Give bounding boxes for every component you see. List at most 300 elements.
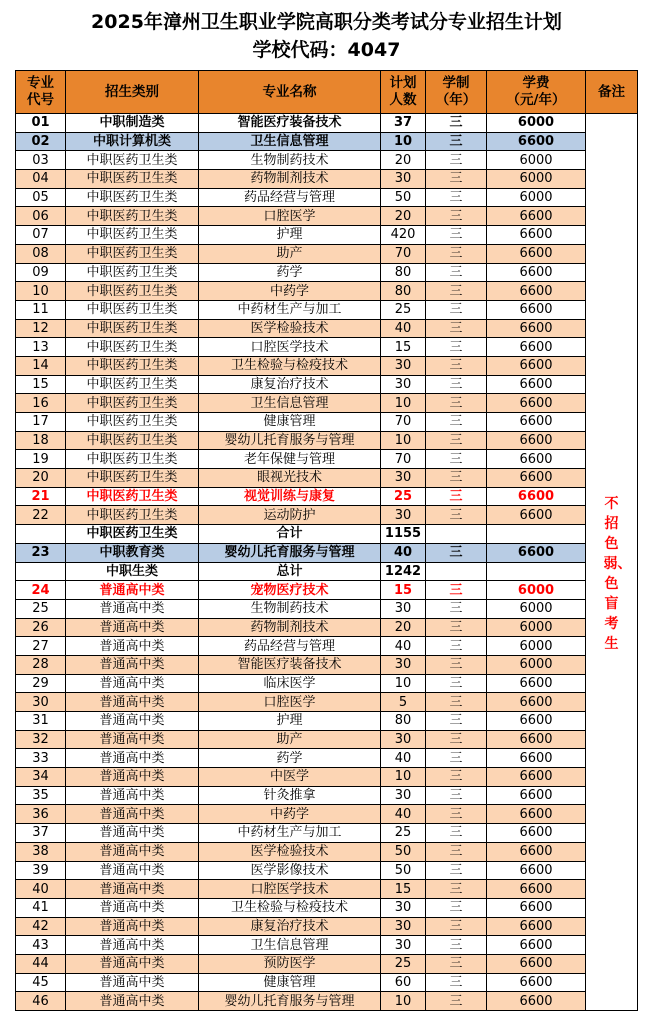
cell-years: 三 [426, 954, 487, 973]
cell-fee: 6000 [487, 637, 586, 656]
cell-code: 44 [16, 954, 66, 973]
table-row [16, 375, 638, 394]
table-row [16, 880, 638, 899]
header-remark: 备注 [586, 71, 638, 114]
cell-years: 三 [426, 356, 487, 375]
cell-category: 普通高中类 [66, 861, 199, 880]
cell-code: 09 [16, 263, 66, 282]
cell-plan: 1155 [381, 525, 426, 544]
cell-plan: 40 [381, 543, 426, 562]
cell-years [426, 525, 487, 544]
cell-fee: 6600 [487, 936, 586, 955]
table-row [16, 954, 638, 973]
cell-plan: 30 [381, 936, 426, 955]
cell-years: 三 [426, 244, 487, 263]
cell-fee: 6600 [487, 749, 586, 768]
cell-years: 三 [426, 674, 487, 693]
cell-category: 中职医药卫生类 [66, 263, 199, 282]
cell-major: 卫生信息管理 [199, 132, 381, 151]
cell-major: 卫生信息管理 [199, 394, 381, 413]
cell-major: 卫生检验与检疫技术 [199, 356, 381, 375]
cell-code: 19 [16, 450, 66, 469]
cell-fee: 6600 [487, 356, 586, 375]
cell-code: 15 [16, 375, 66, 394]
cell-years: 三 [426, 413, 487, 432]
cell-years: 三 [426, 151, 487, 170]
cell-major: 康复治疗技术 [199, 375, 381, 394]
table-row [16, 525, 638, 544]
cell-fee: 6600 [487, 712, 586, 731]
cell-category: 普通高中类 [66, 768, 199, 787]
cell-fee: 6000 [487, 655, 586, 674]
cell-plan: 50 [381, 188, 426, 207]
cell-years: 三 [426, 861, 487, 880]
table-row [16, 431, 638, 450]
table-row [16, 730, 638, 749]
cell-plan: 30 [381, 730, 426, 749]
cell-fee: 6600 [487, 263, 586, 282]
cell-years: 三 [426, 842, 487, 861]
cell-major: 口腔医学 [199, 207, 381, 226]
cell-major: 眼视光技术 [199, 469, 381, 488]
cell-plan: 1242 [381, 562, 426, 581]
cell-category: 普通高中类 [66, 674, 199, 693]
cell-years: 三 [426, 786, 487, 805]
table-row [16, 768, 638, 787]
school-code: 学校代码：4047 [252, 39, 401, 61]
cell-category: 中职医药卫生类 [66, 338, 199, 357]
cell-code: 42 [16, 917, 66, 936]
cell-category: 中职医药卫生类 [66, 226, 199, 245]
cell-major: 医学检验技术 [199, 319, 381, 338]
cell-category: 中职医药卫生类 [66, 375, 199, 394]
cell-code: 36 [16, 805, 66, 824]
cell-major: 智能医疗装备技术 [199, 655, 381, 674]
table-row [16, 207, 638, 226]
cell-code: 29 [16, 674, 66, 693]
cell-major: 视觉训练与康复 [199, 487, 381, 506]
cell-fee: 6000 [487, 170, 586, 189]
cell-plan: 30 [381, 469, 426, 488]
cell-years: 三 [426, 319, 487, 338]
cell-plan: 30 [381, 599, 426, 618]
cell-plan: 80 [381, 263, 426, 282]
cell-plan: 30 [381, 506, 426, 525]
cell-major: 中药材生产与加工 [199, 300, 381, 319]
cell-code: 10 [16, 282, 66, 301]
cell-fee: 6600 [487, 469, 586, 488]
cell-years: 三 [426, 226, 487, 245]
cell-years: 三 [426, 375, 487, 394]
cell-major: 医学影像技术 [199, 861, 381, 880]
cell-major: 药学 [199, 263, 381, 282]
table-row [16, 450, 638, 469]
cell-code: 01 [16, 114, 66, 133]
cell-category: 中职医药卫生类 [66, 207, 199, 226]
cell-major: 健康管理 [199, 413, 381, 432]
cell-major: 药物制剂技术 [199, 618, 381, 637]
cell-code: 43 [16, 936, 66, 955]
cell-code: 30 [16, 693, 66, 712]
cell-fee: 6600 [487, 768, 586, 787]
cell-major: 运动防护 [199, 506, 381, 525]
cell-plan: 50 [381, 861, 426, 880]
cell-plan: 80 [381, 712, 426, 731]
cell-category: 普通高中类 [66, 712, 199, 731]
cell-years: 三 [426, 487, 487, 506]
cell-code: 46 [16, 992, 66, 1011]
cell-years: 三 [426, 170, 487, 189]
cell-years: 三 [426, 712, 487, 731]
cell-code: 04 [16, 170, 66, 189]
cell-category: 中职医药卫生类 [66, 151, 199, 170]
cell-years: 三 [426, 188, 487, 207]
cell-fee: 6600 [487, 132, 586, 151]
cell-years: 三 [426, 655, 487, 674]
table-row [16, 599, 638, 618]
cell-code: 22 [16, 506, 66, 525]
cell-plan: 20 [381, 207, 426, 226]
cell-major: 药品经营与管理 [199, 637, 381, 656]
cell-fee: 6600 [487, 207, 586, 226]
cell-code: 28 [16, 655, 66, 674]
table-row [16, 637, 638, 656]
cell-code: 31 [16, 712, 66, 731]
cell-category: 普通高中类 [66, 936, 199, 955]
cell-fee: 6600 [487, 487, 586, 506]
cell-years [426, 562, 487, 581]
cell-category: 普通高中类 [66, 898, 199, 917]
cell-code: 39 [16, 861, 66, 880]
cell-category: 中职医药卫生类 [66, 282, 199, 301]
table-row [16, 581, 638, 600]
table-row [16, 674, 638, 693]
cell-major: 药物制剂技术 [199, 170, 381, 189]
cell-fee: 6600 [487, 842, 586, 861]
cell-plan: 50 [381, 842, 426, 861]
table-row [16, 842, 638, 861]
cell-fee: 6600 [487, 693, 586, 712]
cell-major: 口腔医学技术 [199, 338, 381, 357]
cell-years: 三 [426, 114, 487, 133]
cell-plan: 20 [381, 618, 426, 637]
cell-fee: 6000 [487, 618, 586, 637]
table-row [16, 394, 638, 413]
cell-plan: 15 [381, 880, 426, 899]
cell-fee: 6600 [487, 805, 586, 824]
cell-code: 26 [16, 618, 66, 637]
cell-years: 三 [426, 300, 487, 319]
cell-plan: 40 [381, 637, 426, 656]
cell-category: 中职医药卫生类 [66, 431, 199, 450]
table-row [16, 114, 638, 133]
cell-plan: 10 [381, 132, 426, 151]
enrollment-plan-table [15, 70, 638, 1011]
cell-fee: 6600 [487, 282, 586, 301]
cell-years: 三 [426, 599, 487, 618]
cell-major: 生物制药技术 [199, 151, 381, 170]
cell-major: 总计 [199, 562, 381, 581]
cell-fee: 6600 [487, 506, 586, 525]
cell-code: 37 [16, 824, 66, 843]
cell-major: 针灸推拿 [199, 786, 381, 805]
cell-major: 口腔医学技术 [199, 880, 381, 899]
cell-code: 16 [16, 394, 66, 413]
cell-fee: 6600 [487, 543, 586, 562]
cell-years: 三 [426, 693, 487, 712]
table-row [16, 824, 638, 843]
header-fee: 学费 （元/年） [487, 71, 586, 114]
cell-code [16, 562, 66, 581]
cell-category: 中职医药卫生类 [66, 413, 199, 432]
table-row [16, 506, 638, 525]
cell-category: 普通高中类 [66, 917, 199, 936]
cell-plan: 25 [381, 487, 426, 506]
cell-fee: 6600 [487, 917, 586, 936]
cell-plan: 10 [381, 768, 426, 787]
cell-category: 中职医药卫生类 [66, 506, 199, 525]
cell-category: 普通高中类 [66, 599, 199, 618]
cell-category: 中职制造类 [66, 114, 199, 133]
cell-fee: 6000 [487, 114, 586, 133]
cell-code: 25 [16, 599, 66, 618]
table-row [16, 936, 638, 955]
cell-major: 护理 [199, 226, 381, 245]
table-row [16, 413, 638, 432]
cell-category: 普通高中类 [66, 880, 199, 899]
cell-fee: 6600 [487, 898, 586, 917]
cell-category: 普通高中类 [66, 749, 199, 768]
table-row [16, 263, 638, 282]
cell-category: 中职医药卫生类 [66, 244, 199, 263]
cell-fee: 6600 [487, 226, 586, 245]
cell-years: 三 [426, 898, 487, 917]
cell-major: 临床医学 [199, 674, 381, 693]
cell-major: 卫生信息管理 [199, 936, 381, 955]
cell-years: 三 [426, 394, 487, 413]
cell-fee: 6600 [487, 244, 586, 263]
cell-code: 45 [16, 973, 66, 992]
cell-plan: 30 [381, 898, 426, 917]
table-row [16, 543, 638, 562]
cell-plan: 25 [381, 824, 426, 843]
cell-fee [487, 525, 586, 544]
table-row [16, 805, 638, 824]
cell-fee: 6600 [487, 954, 586, 973]
cell-code: 13 [16, 338, 66, 357]
cell-code: 23 [16, 543, 66, 562]
cell-code: 06 [16, 207, 66, 226]
cell-plan: 5 [381, 693, 426, 712]
cell-category: 普通高中类 [66, 655, 199, 674]
cell-category: 普通高中类 [66, 805, 199, 824]
cell-plan: 30 [381, 375, 426, 394]
cell-plan: 40 [381, 805, 426, 824]
table-row [16, 338, 638, 357]
cell-plan: 30 [381, 170, 426, 189]
cell-plan: 30 [381, 917, 426, 936]
cell-code [16, 525, 66, 544]
cell-code: 32 [16, 730, 66, 749]
cell-plan: 10 [381, 674, 426, 693]
cell-major: 婴幼儿托育服务与管理 [199, 431, 381, 450]
cell-major: 助产 [199, 730, 381, 749]
header-category: 招生类别 [66, 71, 199, 114]
cell-category: 中职医药卫生类 [66, 319, 199, 338]
cell-major: 健康管理 [199, 973, 381, 992]
cell-code: 02 [16, 132, 66, 151]
cell-major: 合计 [199, 525, 381, 544]
cell-category: 普通高中类 [66, 581, 199, 600]
cell-plan: 80 [381, 282, 426, 301]
cell-category: 中职教育类 [66, 543, 199, 562]
table-header-row [16, 71, 638, 114]
cell-code: 35 [16, 786, 66, 805]
cell-category: 中职医药卫生类 [66, 487, 199, 506]
table-row [16, 693, 638, 712]
table-row [16, 356, 638, 375]
cell-years: 三 [426, 282, 487, 301]
cell-years: 三 [426, 543, 487, 562]
cell-category: 中职医药卫生类 [66, 300, 199, 319]
cell-category: 普通高中类 [66, 730, 199, 749]
cell-years: 三 [426, 730, 487, 749]
cell-fee: 6000 [487, 151, 586, 170]
cell-major: 生物制药技术 [199, 599, 381, 618]
cell-years: 三 [426, 973, 487, 992]
cell-major: 宠物医疗技术 [199, 581, 381, 600]
cell-category: 普通高中类 [66, 618, 199, 637]
cell-fee: 6600 [487, 413, 586, 432]
cell-major: 卫生检验与检疫技术 [199, 898, 381, 917]
cell-fee: 6600 [487, 786, 586, 805]
table-row [16, 469, 638, 488]
cell-years: 三 [426, 880, 487, 899]
cell-years: 三 [426, 824, 487, 843]
cell-major: 预防医学 [199, 954, 381, 973]
cell-code: 11 [16, 300, 66, 319]
remark-cell [586, 114, 638, 1011]
cell-plan: 420 [381, 226, 426, 245]
table-row [16, 487, 638, 506]
cell-fee: 6000 [487, 188, 586, 207]
cell-fee: 6600 [487, 375, 586, 394]
cell-years: 三 [426, 469, 487, 488]
cell-fee: 6600 [487, 450, 586, 469]
table-row [16, 749, 638, 768]
cell-major: 药学 [199, 749, 381, 768]
table-row [16, 861, 638, 880]
cell-code: 27 [16, 637, 66, 656]
cell-years: 三 [426, 263, 487, 282]
cell-plan: 70 [381, 450, 426, 469]
cell-plan: 10 [381, 431, 426, 450]
cell-fee: 6600 [487, 824, 586, 843]
cell-fee: 6600 [487, 861, 586, 880]
cell-fee: 6600 [487, 730, 586, 749]
table-row [16, 300, 638, 319]
cell-plan: 30 [381, 356, 426, 375]
cell-fee: 6000 [487, 599, 586, 618]
cell-fee: 6600 [487, 973, 586, 992]
cell-category: 中职医药卫生类 [66, 188, 199, 207]
cell-fee: 6000 [487, 581, 586, 600]
cell-years: 三 [426, 450, 487, 469]
cell-years: 三 [426, 768, 487, 787]
cell-category: 普通高中类 [66, 693, 199, 712]
remark-text: 不招色弱、色盲考生 [603, 496, 632, 652]
cell-code: 17 [16, 413, 66, 432]
table-row [16, 282, 638, 301]
cell-years: 三 [426, 431, 487, 450]
cell-years: 三 [426, 749, 487, 768]
cell-code: 34 [16, 768, 66, 787]
header-major: 专业名称 [199, 71, 381, 114]
cell-code: 05 [16, 188, 66, 207]
cell-plan: 10 [381, 992, 426, 1011]
cell-plan: 60 [381, 973, 426, 992]
cell-code: 08 [16, 244, 66, 263]
cell-fee: 6600 [487, 674, 586, 693]
cell-plan: 10 [381, 394, 426, 413]
cell-major: 护理 [199, 712, 381, 731]
header-code: 专业 代号 [16, 71, 66, 114]
cell-category: 中职医药卫生类 [66, 170, 199, 189]
cell-code: 38 [16, 842, 66, 861]
cell-code: 40 [16, 880, 66, 899]
table-row [16, 132, 638, 151]
cell-code: 03 [16, 151, 66, 170]
header-plan: 计划 人数 [381, 71, 426, 114]
cell-major: 中医学 [199, 768, 381, 787]
table-row [16, 319, 638, 338]
cell-category: 中职医药卫生类 [66, 525, 199, 544]
cell-fee: 6600 [487, 992, 586, 1011]
cell-fee: 6600 [487, 300, 586, 319]
cell-category: 中职医药卫生类 [66, 394, 199, 413]
cell-plan: 70 [381, 413, 426, 432]
page-title: 2025年漳州卫生职业学院高职分类考试分专业招生计划 [91, 11, 562, 33]
cell-years: 三 [426, 338, 487, 357]
cell-years: 三 [426, 132, 487, 151]
cell-code: 07 [16, 226, 66, 245]
cell-code: 18 [16, 431, 66, 450]
cell-fee [487, 562, 586, 581]
cell-category: 普通高中类 [66, 992, 199, 1011]
cell-major: 老年保健与管理 [199, 450, 381, 469]
cell-fee: 6600 [487, 338, 586, 357]
cell-plan: 25 [381, 954, 426, 973]
cell-code: 41 [16, 898, 66, 917]
cell-major: 中药学 [199, 282, 381, 301]
cell-major: 婴幼儿托育服务与管理 [199, 543, 381, 562]
header-years: 学制 （年） [426, 71, 487, 114]
table-row [16, 712, 638, 731]
cell-major: 智能医疗装备技术 [199, 114, 381, 133]
cell-plan: 70 [381, 244, 426, 263]
table-row [16, 226, 638, 245]
cell-plan: 37 [381, 114, 426, 133]
cell-plan: 30 [381, 655, 426, 674]
table-row [16, 188, 638, 207]
cell-plan: 20 [381, 151, 426, 170]
cell-code: 33 [16, 749, 66, 768]
cell-category: 普通高中类 [66, 973, 199, 992]
cell-major: 中药学 [199, 805, 381, 824]
cell-category: 普通高中类 [66, 824, 199, 843]
cell-plan: 30 [381, 786, 426, 805]
table-row [16, 151, 638, 170]
